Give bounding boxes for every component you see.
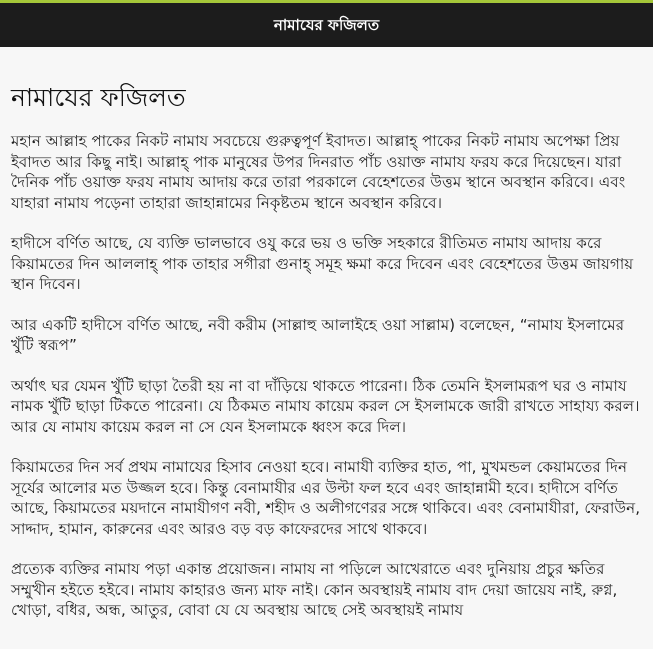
article-paragraph: কিয়ামতের দিন সর্ব প্রথম নামাযের হিসাব নেওয়া হবে। নামাযী ব্যক্তির হাত, পা, মুখমন্ডল কেয়ামতের দিন সূর্যের আলোর মত উজ্জল হবে। কিন্তু বেনামাযীর এর উল্টা ফল হবে এবং জাহান্নামী হবে। হাদীসে বর্ণিত আছে, কিয়ামতের ময়দানে নামাযীগণ নবী, শহীদ ও অলীগণেরর সঙ্গে থাকিবে। এবং বেনামাযীরা, ফেরাউন, সাদ্দাদ, হামান, কারুনের এবং আরও বড় বড় কাফেরদের সাথে থাকবে। <box>11 458 641 538</box>
article-paragraph: আর একটি হাদীসে বর্ণিত আছে, নবী করীম (সাল্লাহু আলাইহে ওয়া সাল্লাম) বলেছেন, “নামায ইসলামের খুঁটি স্বরূপ” <box>11 315 625 354</box>
article-paragraph: প্রত্যেক ব্যক্তির নামায পড়া একান্ত প্রয়োজন। নামায না পড়িলে আখেরাতে এবং দুনিয়ায় প্রচুর ক্ষতির সম্মুখীন হইতে হইবে। নামায কাহারও জন্য মাফ নাই। কোন অবস্থায়ই নামায বাদ দেয়া জায়েয নাই, রুগ্ন, খোড়া, বধির, অন্ধ, আতুর, বোবা যে যে অবস্থায় আছে সেই অবস্থায়ই নামায <box>11 560 618 619</box>
app-bar <box>0 3 653 47</box>
app-bar-title: নামাযের ফজিলত <box>273 15 380 34</box>
article-paragraph: মহান আল্লাহ পাকের নিকট নামায সবচেয়ে গুরুত্বপূর্ণ ইবাদত। আল্লাহ্‌ পাকের নিকট নামায অপেক্ষা প্রিয় ইবাদত আর কিছু নাই। আল্লাহ্‌ পাক মানুষের উপর দিনরাত পাঁচ ওয়াক্ত নামায ফরয করে দিয়েছেন। যারা দৈনিক পাঁচ ওয়াক্ত ফরয নামায আদায় করে তারা পরকালে বেহেশতের উত্তম স্থানে অবস্থান করিবে। এবং যাহারা নামায পড়েনা তাহারা জাহান্নামের নিকৃষ্টতম স্থানে অবস্থান করিবে। <box>11 132 626 212</box>
article-title: নামাযের ফজিলত <box>11 83 186 112</box>
article-content <box>0 47 653 621</box>
article-paragraph: হাদীসে বর্ণিত আছে, যে ব্যক্তি ভালভাবে ওযু করে ভয় ও ভক্তি সহকারে রীতিমত নামায আদায় করে কিয়ামতের দিন আললাহ্‌ পাক তাহার সগীরা গুনাহ্‌ সমূহ ক্ষমা করে দিবেন এবং বেহেশতের উত্তম জায়গায় স্থান দিবেন। <box>11 234 634 293</box>
article-paragraph: অর্থাৎ ঘর যেমন খুঁটি ছাড়া তৈরী হয় না বা দাঁড়িয়ে থাকতে পারেনা। ঠিক তেমনি ইসলামরূপ ঘর ও নামায নামক খুঁটি ছাড়া টিকতে পারেনা। যে ঠিকমত নামায কায়েম করল সে ইসলামকে জারী রাখতে সাহায্য করল। আর যে নামায কায়েম করল না সে যেন ইসলামকে ধ্বংস করে দিল। <box>11 376 640 436</box>
